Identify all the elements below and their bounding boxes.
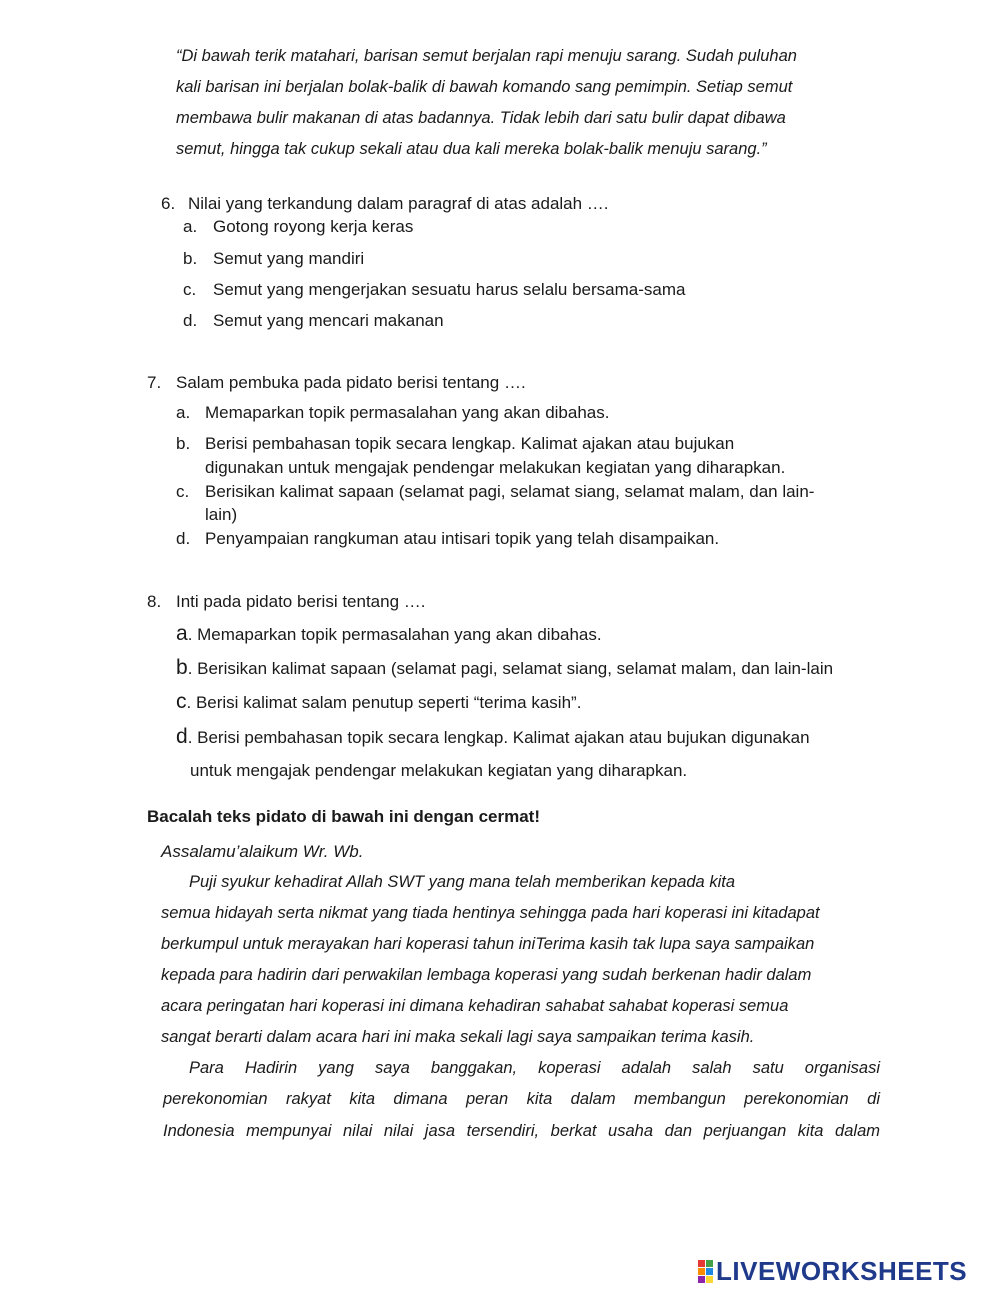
speech-line: kepada para hadirin dari perwakilan lembaga koperasi yang sudah berkenan hadir dalam xyxy=(161,966,812,984)
question-text: Salam pembuka pada pidato berisi tentang …. xyxy=(176,373,526,392)
logo-block xyxy=(698,1276,705,1283)
speech-line: acara peringatan hari koperasi ini dimana kehadiran sahabat sahabat koperasi semua xyxy=(161,997,789,1015)
option-letter: d xyxy=(176,725,188,748)
speech-line: Para Hadirin yang saya banggakan, koperasi adalah salah satu organisasi xyxy=(189,1059,880,1077)
question-text: Inti pada pidato berisi tentang …. xyxy=(176,592,426,611)
logo-block xyxy=(698,1268,705,1275)
question-text: Nilai yang terkandung dalam paragraf di atas adalah …. xyxy=(188,194,609,213)
speech-line: perekonomian rakyat kita dimana peran kita dalam membangun perekonomian di xyxy=(163,1090,880,1108)
option-text-continued[interactable]: digunakan untuk mengajak pendengar melakukan kegiatan yang diharapkan. xyxy=(205,458,786,477)
passage-1-line: membawa bulir makanan di atas badannya. Tidak lebih dari satu bulir dapat dibawa xyxy=(176,109,786,127)
option-text: . Berisikan kalimat sapaan (selamat pagi, selamat siang, selamat malam, dan lain-lain xyxy=(187,659,834,678)
liveworksheets-logo xyxy=(698,1257,967,1285)
speech-line: Puji syukur kehadirat Allah SWT yang mana telah memberikan kepada kita xyxy=(189,873,735,891)
answer-option-b[interactable] xyxy=(176,656,833,680)
passage-1-line: semut, hingga tak cukup sekali atau dua kali mereka bolak-balik menuju sarang.” xyxy=(176,140,767,158)
speech-line: semua hidayah serta nikmat yang tiada hentinya sehingga pada hari koperasi ini kitadapat xyxy=(161,904,820,922)
option-letter: a. xyxy=(176,403,191,422)
option-letter: c xyxy=(176,690,187,713)
speech-line: Indonesia mempunyai nilai nilai jasa tersendiri, berkat usaha dan perjuangan kita dalam xyxy=(163,1122,880,1140)
answer-option-a[interactable] xyxy=(176,622,602,646)
option-text[interactable]: Berisi pembahasan topik secara lengkap. Kalimat ajakan atau bujukan xyxy=(205,434,735,453)
option-text: . Berisi kalimat salam penutup seperti “terima kasih”. xyxy=(186,693,582,712)
option-letter: d. xyxy=(176,529,191,548)
option-text[interactable]: Memaparkan topik permasalahan yang akan dibahas. xyxy=(205,403,610,422)
option-letter: a xyxy=(176,622,188,645)
option-text[interactable]: Semut yang mandiri xyxy=(213,249,365,268)
question-number: 6. xyxy=(161,194,176,213)
option-letter: c. xyxy=(183,280,197,299)
option-text: . Memaparkan topik permasalahan yang akan dibahas. xyxy=(187,625,602,644)
logo-block xyxy=(706,1260,713,1267)
passage-1-line: “Di bawah terik matahari, barisan semut berjalan rapi menuju sarang. Sudah puluhan xyxy=(176,47,797,65)
option-text[interactable]: Gotong royong kerja keras xyxy=(213,217,414,236)
speech-line: sangat berarti dalam acara hari ini maka sekali lagi saya sampaikan terima kasih. xyxy=(161,1028,755,1046)
option-text-continued[interactable]: lain) xyxy=(205,505,238,524)
logo-block xyxy=(698,1260,705,1267)
option-letter: a. xyxy=(183,217,198,236)
option-letter: d. xyxy=(183,311,198,330)
question-number: 8. xyxy=(147,592,162,611)
question-number: 7. xyxy=(147,373,162,392)
logo-text: LIVEWORKSHEETS xyxy=(716,1255,968,1286)
option-letter: b. xyxy=(176,434,191,453)
instruction-heading: Bacalah teks pidato di bawah ini dengan cermat! xyxy=(147,807,540,826)
option-letter: b xyxy=(176,656,188,679)
option-letter: b. xyxy=(183,249,198,268)
option-text[interactable]: Semut yang mencari makanan xyxy=(213,311,444,330)
passage-1-line: kali barisan ini berjalan bolak-balik di bawah komando sang pemimpin. Setiap semut xyxy=(176,78,793,96)
option-text: . Berisi pembahasan topik secara lengkap. Kalimat ajakan atau bujukan digunakan xyxy=(187,728,810,747)
option-text-continued[interactable]: untuk mengajak pendengar melakukan kegiatan yang diharapkan. xyxy=(190,761,688,780)
logo-blocks-icon xyxy=(698,1260,713,1283)
option-text[interactable]: Penyampaian rangkuman atau intisari topik yang telah disampaikan. xyxy=(205,529,720,548)
answer-option-d[interactable] xyxy=(176,725,810,749)
option-text[interactable]: Semut yang mengerjakan sesuatu harus selalu bersama-sama xyxy=(213,280,686,299)
option-text[interactable]: Berisikan kalimat sapaan (selamat pagi, selamat siang, selamat malam, dan lain- xyxy=(205,482,815,501)
speech-greeting: Assalamu’alaikum Wr. Wb. xyxy=(161,842,364,861)
logo-block xyxy=(706,1268,713,1275)
option-letter: c. xyxy=(176,482,190,501)
answer-option-c[interactable] xyxy=(176,690,581,714)
speech-line: berkumpul untuk merayakan hari koperasi tahun iniTerima kasih tak lupa saya sampaikan xyxy=(161,935,815,953)
logo-block xyxy=(706,1276,713,1283)
